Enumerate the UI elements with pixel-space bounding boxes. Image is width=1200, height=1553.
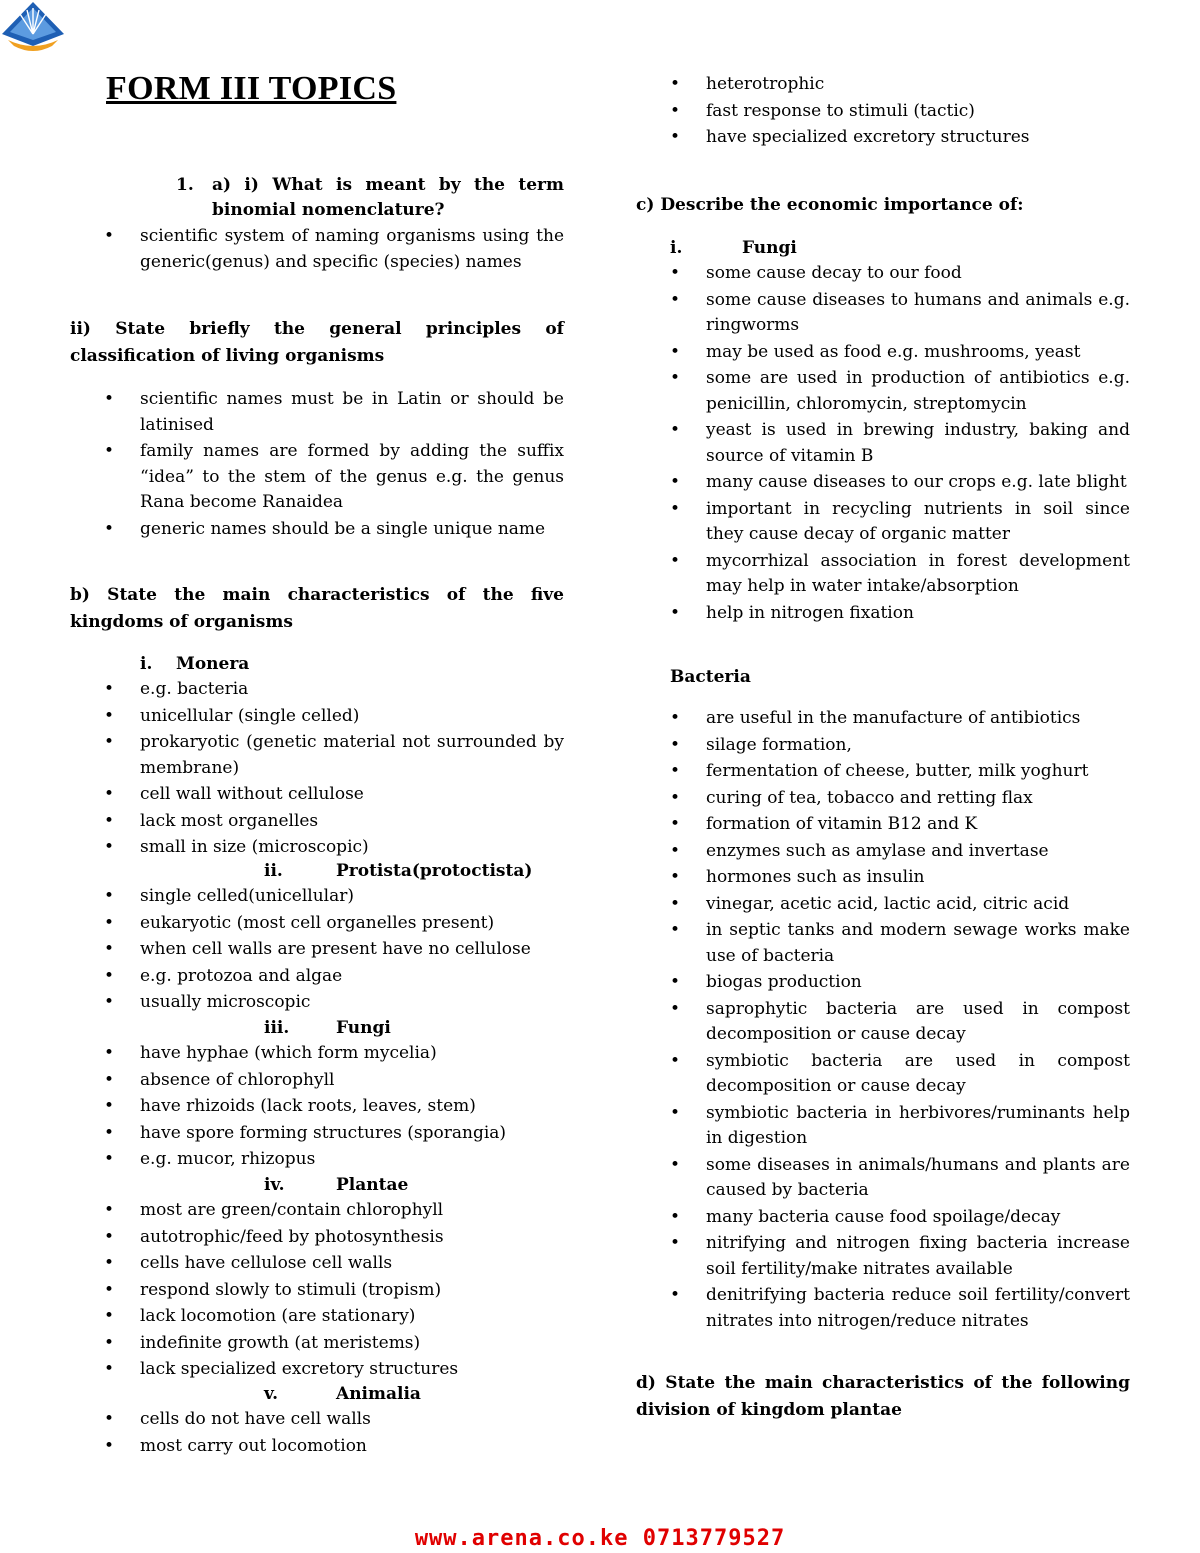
list-item: • cells do not have cell walls: [70, 1407, 564, 1433]
list-item: • mycorrhizal association in forest development may help in water intake/absorption: [636, 549, 1130, 600]
kingdom-heading-fungi: iii. Fungi: [264, 1018, 391, 1038]
list-item: • indefinite growth (at meristems): [70, 1331, 564, 1357]
list-item: • autotrophic/feed by photosynthesis: [70, 1225, 564, 1251]
list-item: • hormones such as insulin: [636, 865, 1130, 891]
footer-website-phone[interactable]: www.arena.co.ke 0713779527: [414, 1526, 786, 1551]
animalia-continued-list: [636, 72, 1130, 152]
list-item: • have rhizoids (lack roots, leaves, stem): [70, 1094, 564, 1120]
kingdom-heading-animalia: v. Animalia: [264, 1384, 421, 1404]
list-item: • curing of tea, tobacco and retting flax: [636, 786, 1130, 812]
question-text: a) i) What is meant by the term binomial nomenclature?: [212, 175, 564, 220]
list-item: • eukaryotic (most cell organelles present): [70, 911, 564, 937]
list-item: • enzymes such as amylase and invertase: [636, 839, 1130, 865]
list-item: • symbiotic bacteria are used in compost decomposition or cause decay: [636, 1049, 1130, 1100]
list-item: • many bacteria cause food spoilage/decay: [636, 1205, 1130, 1231]
economic-heading-fungi: i. Fungi: [670, 238, 797, 258]
list-item: • formation of vitamin B12 and K: [636, 812, 1130, 838]
list-item: • are useful in the manufacture of antibiotics: [636, 706, 1130, 732]
kingdom-heading-plantae: iv. Plantae: [264, 1175, 409, 1195]
list-item: • symbiotic bacteria in herbivores/ruminants help in digestion: [636, 1101, 1130, 1152]
q1-answer-list: [70, 224, 564, 276]
list-item: • scientific system of naming organisms using the generic(genus) and specific (species) names: [70, 224, 564, 275]
list-item: • small in size (microscopic): [70, 835, 564, 861]
monera-list: [70, 677, 564, 862]
economic-heading-bacteria: Bacteria: [670, 667, 751, 687]
list-item: • heterotrophic: [636, 72, 1130, 98]
list-item: • usually microscopic: [70, 990, 564, 1016]
list-item: • silage formation,: [636, 733, 1130, 759]
list-item: • have hyphae (which form mycelia): [70, 1041, 564, 1067]
list-item: • nitrifying and nitrogen fixing bacteria increase soil fertility/make nitrates available: [636, 1231, 1130, 1282]
list-item: • e.g. protozoa and algae: [70, 964, 564, 990]
list-item: • help in nitrogen fixation: [636, 601, 1130, 627]
list-item: • absence of chlorophyll: [70, 1068, 564, 1094]
list-item: • have spore forming structures (sporangia): [70, 1121, 564, 1147]
list-item: • most are green/contain chlorophyll: [70, 1198, 564, 1224]
list-item: • family names are formed by adding the suffix “idea” to the stem of the genus e.g. the genus Rana become Ranaidea: [70, 439, 564, 516]
list-item: • scientific names must be in Latin or should be latinised: [70, 387, 564, 438]
list-item: • lack most organelles: [70, 809, 564, 835]
protista-list: [70, 884, 564, 1017]
list-item: • single celled(unicellular): [70, 884, 564, 910]
fungi-importance-list: [636, 261, 1130, 627]
list-item: • e.g. bacteria: [70, 677, 564, 703]
kingdom-heading-monera: i. Monera: [140, 654, 250, 674]
question-1a-i: 1. a) i) What is meant by the term binomial nomenclature?: [70, 173, 564, 223]
list-item: • may be used as food e.g. mushrooms, yeast: [636, 340, 1130, 366]
list-item: • some cause decay to our food: [636, 261, 1130, 287]
list-item: • cells have cellulose cell walls: [70, 1251, 564, 1277]
page-title: FORM III TOPICS: [106, 70, 397, 107]
animalia-list: [70, 1407, 564, 1460]
list-item: • saprophytic bacteria are used in compost decomposition or cause decay: [636, 997, 1130, 1048]
bacteria-importance-list: [636, 706, 1130, 1335]
question-1a-ii: ii) State briefly the general principles of classification of living organisms: [70, 319, 564, 366]
fungi-characteristics-list: [70, 1041, 564, 1174]
list-item: • prokaryotic (genetic material not surrounded by membrane): [70, 730, 564, 781]
arena-logo-icon: [0, 0, 66, 56]
list-item: • some cause diseases to humans and animals e.g. ringworms: [636, 288, 1130, 339]
list-item: • in septic tanks and modern sewage works make use of bacteria: [636, 918, 1130, 969]
question-1b: b) State the main characteristics of the five kingdoms of organisms: [70, 585, 564, 632]
plantae-list: [70, 1198, 564, 1384]
list-item: • e.g. mucor, rhizopus: [70, 1147, 564, 1173]
list-item: • most carry out locomotion: [70, 1434, 564, 1460]
list-item: • some are used in production of antibiotics e.g. penicillin, chloromycin, streptomycin: [636, 366, 1130, 417]
list-item: • many cause diseases to our crops e.g. late blight: [636, 470, 1130, 496]
question-1c: c) Describe the economic importance of:: [636, 195, 1024, 215]
list-item: • lack specialized excretory structures: [70, 1357, 564, 1383]
list-item: • some diseases in animals/humans and plants are caused by bacteria: [636, 1153, 1130, 1204]
list-item: • important in recycling nutrients in soil since they cause decay of organic matter: [636, 497, 1130, 548]
list-item: • vinegar, acetic acid, lactic acid, citric acid: [636, 892, 1130, 918]
list-item: • biogas production: [636, 970, 1130, 996]
list-item: • have specialized excretory structures: [636, 125, 1130, 151]
list-item: • respond slowly to stimuli (tropism): [70, 1278, 564, 1304]
list-item: • yeast is used in brewing industry, baking and source of vitamin B: [636, 418, 1130, 469]
list-item: • fermentation of cheese, butter, milk yoghurt: [636, 759, 1130, 785]
list-item: • unicellular (single celled): [70, 704, 564, 730]
list-item: • cell wall without cellulose: [70, 782, 564, 808]
list-item: • generic names should be a single unique name: [70, 517, 564, 543]
kingdom-heading-protista: ii. Protista(protoctista): [264, 861, 533, 881]
list-item: • lack locomotion (are stationary): [70, 1304, 564, 1330]
list-item: • when cell walls are present have no cellulose: [70, 937, 564, 963]
question-1d: d) State the main characteristics of the following division of kingdom plantae: [636, 1373, 1130, 1420]
list-item: • fast response to stimuli (tactic): [636, 99, 1130, 125]
q2-answer-list: [70, 387, 564, 543]
list-item: • denitrifying bacteria reduce soil fertility/convert nitrates into nitrogen/reduce nitrates: [636, 1283, 1130, 1334]
